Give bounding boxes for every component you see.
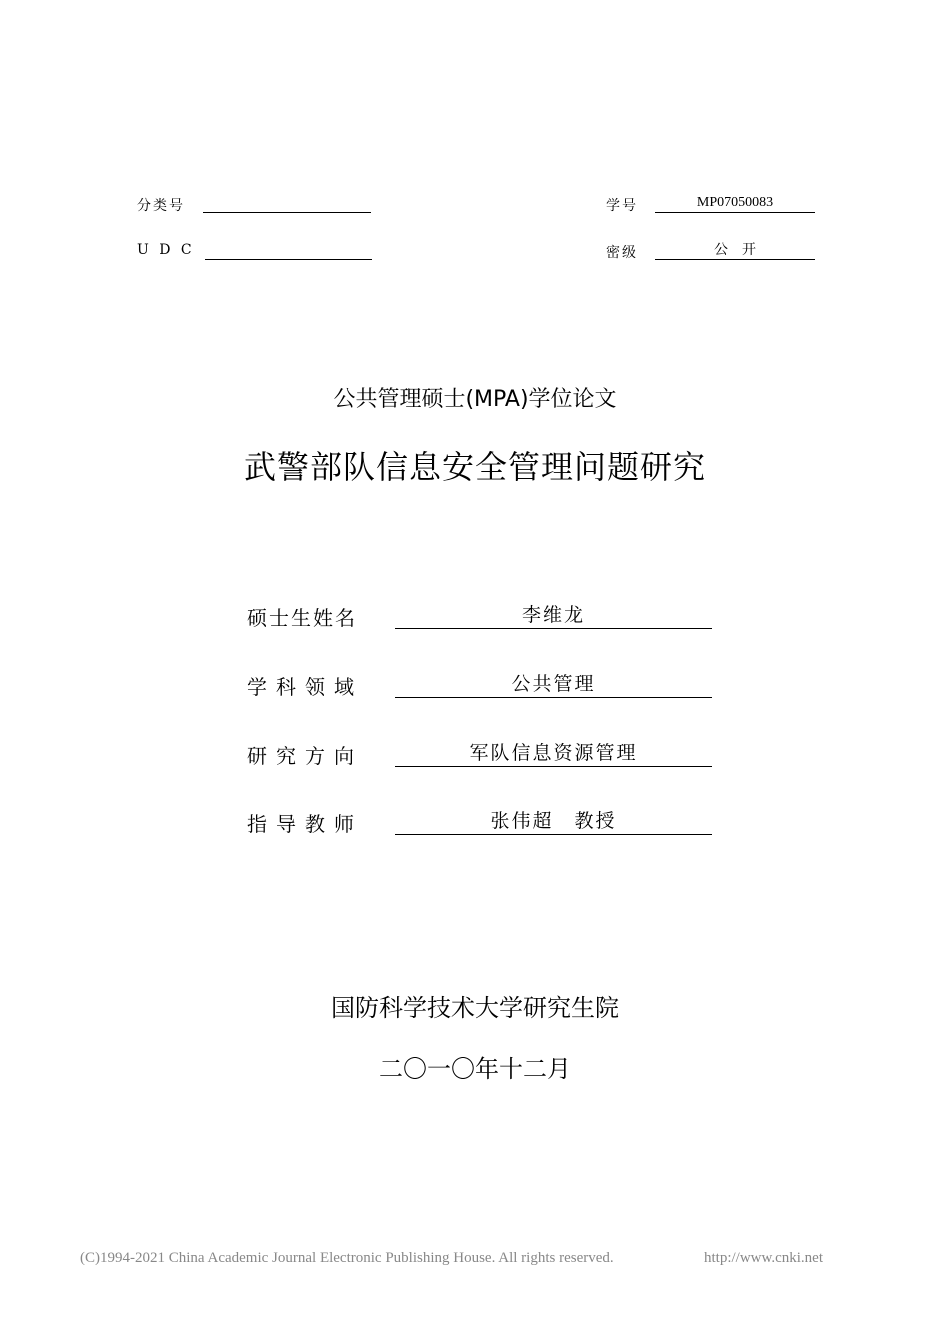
- cnki-link[interactable]: http://www.cnki.net: [704, 1250, 824, 1266]
- institution-name: 国防科学技术大学研究生院: [331, 994, 619, 1022]
- thesis-title: 武警部队信息安全管理问题研究: [243, 448, 706, 486]
- research-direction-label: 研究方向: [247, 744, 363, 768]
- classification-label: 分类号: [137, 198, 185, 214]
- student-name-value: 李维龙: [395, 602, 712, 629]
- student-id-field: MP07050083: [655, 194, 815, 213]
- degree-type: 公共管理硕士(MPA)学位论文: [333, 387, 617, 412]
- secrecy-label: 密级: [606, 245, 638, 261]
- udc-field: [205, 241, 372, 260]
- advisor-value: 张伟超 教授: [395, 808, 712, 835]
- secrecy-field: 公 开: [655, 241, 815, 260]
- subject-field-label: 学科领域: [247, 675, 363, 699]
- copyright-text: (C)1994-2021 China Academic Journal Electronic Publishing House. All rights reserved.: [80, 1250, 614, 1266]
- copyright-notice: [80, 1250, 860, 1267]
- student-name-label: 硕士生姓名: [247, 606, 357, 630]
- udc-label: U D C: [137, 242, 195, 258]
- research-direction-value: 军队信息资源管理: [395, 740, 712, 767]
- student-id-label: 学号: [606, 198, 638, 214]
- classification-field: [203, 194, 371, 213]
- thesis-date: 二〇一〇年十二月: [379, 1055, 571, 1083]
- subject-field-value: 公共管理: [395, 671, 712, 698]
- advisor-label: 指导教师: [247, 812, 363, 836]
